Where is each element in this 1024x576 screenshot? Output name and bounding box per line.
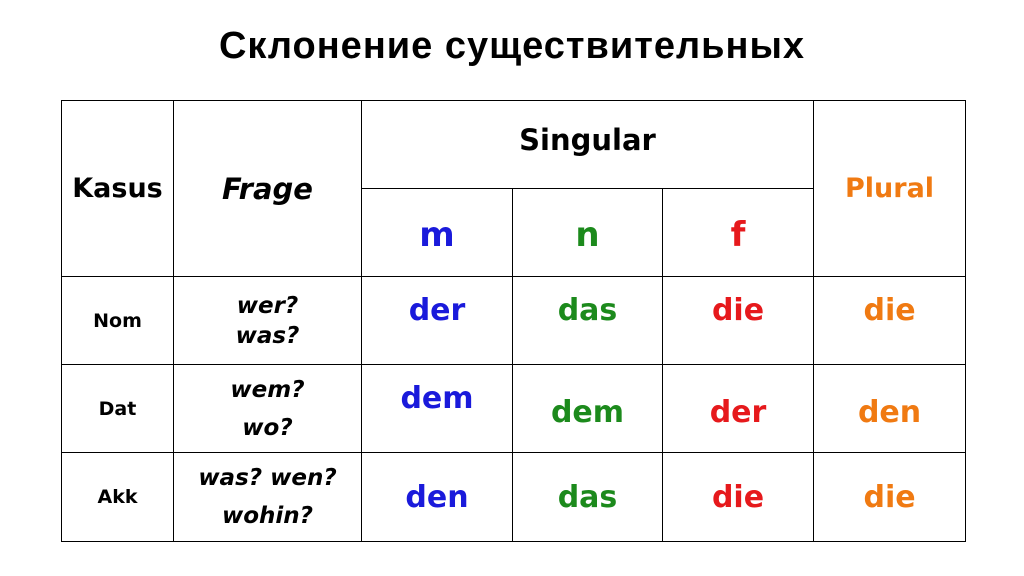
case-label: Akk — [62, 453, 174, 542]
form-masculine: den — [362, 453, 513, 542]
question-2: was? — [235, 322, 300, 349]
form-neuter: das — [513, 277, 663, 365]
case-questions — [174, 365, 362, 453]
question-1: wer? — [236, 292, 299, 319]
table-row-akk — [62, 453, 966, 542]
form-feminine: die — [663, 453, 814, 542]
table-row-nom — [62, 277, 966, 365]
question-2: wohin? — [221, 503, 314, 529]
case-label: Dat — [62, 365, 174, 453]
header-row-top — [62, 101, 966, 189]
header-gender-masculine: m — [362, 191, 513, 279]
question-1: wem? — [230, 376, 305, 403]
header-gender-neuter: n — [513, 191, 663, 279]
form-masculine: dem — [362, 365, 513, 453]
header-kasus: Kasus — [62, 101, 174, 277]
form-feminine: der — [663, 365, 814, 453]
header-frage: Frage — [174, 101, 362, 277]
header-plural: Plural — [814, 101, 966, 277]
case-questions — [174, 453, 362, 542]
form-plural: die — [814, 277, 966, 365]
case-questions — [174, 277, 362, 365]
form-neuter: dem — [513, 365, 663, 453]
form-feminine: die — [663, 277, 814, 365]
case-label: Nom — [62, 277, 174, 365]
form-plural: den — [814, 365, 966, 453]
table-row-dat — [62, 365, 966, 453]
page-title: Склонение существительных — [218, 25, 806, 67]
header-gender-feminine: f — [663, 191, 814, 279]
declension-table — [61, 100, 966, 542]
form-plural: die — [814, 453, 966, 542]
question-1: was? wen? — [198, 465, 337, 491]
header-singular: Singular — [362, 101, 814, 189]
form-masculine: der — [362, 277, 513, 365]
question-2: wo? — [242, 414, 293, 441]
form-neuter: das — [513, 453, 663, 542]
